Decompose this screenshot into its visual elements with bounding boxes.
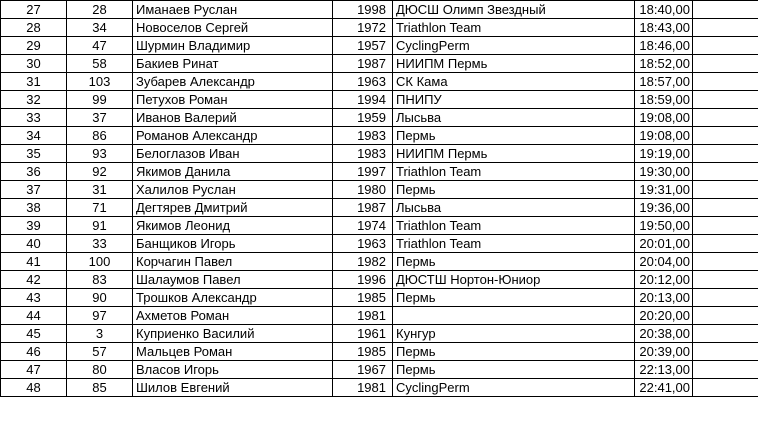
bib-number-cell: 47 bbox=[67, 37, 133, 55]
finish-time-cell: 18:59,00 bbox=[635, 91, 693, 109]
birth-year-cell: 1961 bbox=[333, 325, 393, 343]
club-cell: СК Кама bbox=[393, 73, 635, 91]
finish-time-cell: 19:36,00 bbox=[635, 199, 693, 217]
place-cell: 33 bbox=[1, 109, 67, 127]
athlete-name-cell: Дегтярев Дмитрий bbox=[133, 199, 333, 217]
birth-year-cell: 1987 bbox=[333, 199, 393, 217]
athlete-name-cell: Якимов Леонид bbox=[133, 217, 333, 235]
bib-number-cell: 3 bbox=[67, 325, 133, 343]
place-cell: 39 bbox=[1, 217, 67, 235]
birth-year-cell: 1996 bbox=[333, 271, 393, 289]
finish-time-cell: 19:08,00 bbox=[635, 127, 693, 145]
athlete-name-cell: Корчагин Павел bbox=[133, 253, 333, 271]
bib-number-cell: 93 bbox=[67, 145, 133, 163]
finish-time-cell: 20:20,00 bbox=[635, 307, 693, 325]
club-cell: CyclingPerm bbox=[393, 37, 635, 55]
results-body bbox=[1, 1, 758, 397]
bib-number-cell: 99 bbox=[67, 91, 133, 109]
finish-time-cell: 18:43,00 bbox=[635, 19, 693, 37]
bib-number-cell: 31 bbox=[67, 181, 133, 199]
place-cell: 30 bbox=[1, 55, 67, 73]
bib-number-cell: 71 bbox=[67, 199, 133, 217]
table-row bbox=[1, 217, 758, 235]
finish-time-cell: 22:13,00 bbox=[635, 361, 693, 379]
bib-number-cell: 83 bbox=[67, 271, 133, 289]
athlete-name-cell: Куприенко Василий bbox=[133, 325, 333, 343]
club-cell: Кунгур bbox=[393, 325, 635, 343]
table-row bbox=[1, 91, 758, 109]
place-cell: 35 bbox=[1, 145, 67, 163]
table-row bbox=[1, 325, 758, 343]
place-cell: 41 bbox=[1, 253, 67, 271]
place-cell: 32 bbox=[1, 91, 67, 109]
birth-year-cell: 1994 bbox=[333, 91, 393, 109]
club-cell: ДЮСШ Олимп Звездный bbox=[393, 1, 635, 19]
club-cell: Пермь bbox=[393, 253, 635, 271]
club-cell: Triathlon Team bbox=[393, 19, 635, 37]
table-row bbox=[1, 289, 758, 307]
finish-time-cell: 19:19,00 bbox=[635, 145, 693, 163]
empty-cell bbox=[693, 91, 758, 109]
finish-time-cell: 22:41,00 bbox=[635, 379, 693, 397]
athlete-name-cell: Белоглазов Иван bbox=[133, 145, 333, 163]
club-cell: НИИПМ Пермь bbox=[393, 55, 635, 73]
birth-year-cell: 1985 bbox=[333, 289, 393, 307]
place-cell: 31 bbox=[1, 73, 67, 91]
birth-year-cell: 1982 bbox=[333, 253, 393, 271]
bib-number-cell: 58 bbox=[67, 55, 133, 73]
birth-year-cell: 1981 bbox=[333, 307, 393, 325]
athlete-name-cell: Романов Александр bbox=[133, 127, 333, 145]
bib-number-cell: 28 bbox=[67, 1, 133, 19]
table-row bbox=[1, 37, 758, 55]
finish-time-cell: 20:04,00 bbox=[635, 253, 693, 271]
club-cell: Пермь bbox=[393, 361, 635, 379]
place-cell: 44 bbox=[1, 307, 67, 325]
finish-time-cell: 19:50,00 bbox=[635, 217, 693, 235]
finish-time-cell: 19:08,00 bbox=[635, 109, 693, 127]
bib-number-cell: 92 bbox=[67, 163, 133, 181]
club-cell bbox=[393, 307, 635, 325]
birth-year-cell: 1998 bbox=[333, 1, 393, 19]
birth-year-cell: 1983 bbox=[333, 145, 393, 163]
place-cell: 34 bbox=[1, 127, 67, 145]
bib-number-cell: 100 bbox=[67, 253, 133, 271]
table-row bbox=[1, 109, 758, 127]
empty-cell bbox=[693, 181, 758, 199]
place-cell: 37 bbox=[1, 181, 67, 199]
bib-number-cell: 57 bbox=[67, 343, 133, 361]
finish-time-cell: 20:39,00 bbox=[635, 343, 693, 361]
athlete-name-cell: Иванов Валерий bbox=[133, 109, 333, 127]
place-cell: 42 bbox=[1, 271, 67, 289]
bib-number-cell: 97 bbox=[67, 307, 133, 325]
bib-number-cell: 33 bbox=[67, 235, 133, 253]
bib-number-cell: 103 bbox=[67, 73, 133, 91]
bib-number-cell: 37 bbox=[67, 109, 133, 127]
club-cell: ДЮСТШ Нортон-Юниор bbox=[393, 271, 635, 289]
empty-cell bbox=[693, 361, 758, 379]
empty-cell bbox=[693, 343, 758, 361]
club-cell: Пермь bbox=[393, 181, 635, 199]
table-row bbox=[1, 361, 758, 379]
birth-year-cell: 1957 bbox=[333, 37, 393, 55]
club-cell: Пермь bbox=[393, 289, 635, 307]
empty-cell bbox=[693, 235, 758, 253]
birth-year-cell: 1987 bbox=[333, 55, 393, 73]
athlete-name-cell: Трошков Александр bbox=[133, 289, 333, 307]
athlete-name-cell: Иманаев Руслан bbox=[133, 1, 333, 19]
place-cell: 29 bbox=[1, 37, 67, 55]
finish-time-cell: 18:57,00 bbox=[635, 73, 693, 91]
bib-number-cell: 86 bbox=[67, 127, 133, 145]
athlete-name-cell: Шалаумов Павел bbox=[133, 271, 333, 289]
finish-time-cell: 20:12,00 bbox=[635, 271, 693, 289]
empty-cell bbox=[693, 1, 758, 19]
table-row bbox=[1, 181, 758, 199]
club-cell: Triathlon Team bbox=[393, 163, 635, 181]
bib-number-cell: 34 bbox=[67, 19, 133, 37]
table-row bbox=[1, 253, 758, 271]
finish-time-cell: 20:01,00 bbox=[635, 235, 693, 253]
athlete-name-cell: Халилов Руслан bbox=[133, 181, 333, 199]
club-cell: ПНИПУ bbox=[393, 91, 635, 109]
empty-cell bbox=[693, 55, 758, 73]
place-cell: 38 bbox=[1, 199, 67, 217]
place-cell: 28 bbox=[1, 19, 67, 37]
bib-number-cell: 80 bbox=[67, 361, 133, 379]
athlete-name-cell: Якимов Данила bbox=[133, 163, 333, 181]
table-row bbox=[1, 343, 758, 361]
empty-cell bbox=[693, 37, 758, 55]
place-cell: 36 bbox=[1, 163, 67, 181]
birth-year-cell: 1959 bbox=[333, 109, 393, 127]
club-cell: Пермь bbox=[393, 343, 635, 361]
table-row bbox=[1, 199, 758, 217]
table-row bbox=[1, 55, 758, 73]
finish-time-cell: 20:38,00 bbox=[635, 325, 693, 343]
empty-cell bbox=[693, 379, 758, 397]
finish-time-cell: 19:31,00 bbox=[635, 181, 693, 199]
birth-year-cell: 1967 bbox=[333, 361, 393, 379]
club-cell: Лысьва bbox=[393, 109, 635, 127]
empty-cell bbox=[693, 271, 758, 289]
place-cell: 47 bbox=[1, 361, 67, 379]
finish-time-cell: 19:30,00 bbox=[635, 163, 693, 181]
empty-cell bbox=[693, 307, 758, 325]
birth-year-cell: 1983 bbox=[333, 127, 393, 145]
table-row bbox=[1, 145, 758, 163]
empty-cell bbox=[693, 163, 758, 181]
empty-cell bbox=[693, 145, 758, 163]
athlete-name-cell: Шурмин Владимир bbox=[133, 37, 333, 55]
table-row bbox=[1, 127, 758, 145]
place-cell: 45 bbox=[1, 325, 67, 343]
place-cell: 43 bbox=[1, 289, 67, 307]
athlete-name-cell: Власов Игорь bbox=[133, 361, 333, 379]
table-row bbox=[1, 73, 758, 91]
bib-number-cell: 91 bbox=[67, 217, 133, 235]
athlete-name-cell: Петухов Роман bbox=[133, 91, 333, 109]
club-cell: CyclingPerm bbox=[393, 379, 635, 397]
athlete-name-cell: Бакиев Ринат bbox=[133, 55, 333, 73]
table-row bbox=[1, 307, 758, 325]
empty-cell bbox=[693, 289, 758, 307]
club-cell: Лысьва bbox=[393, 199, 635, 217]
birth-year-cell: 1963 bbox=[333, 73, 393, 91]
table-row bbox=[1, 379, 758, 397]
birth-year-cell: 1985 bbox=[333, 343, 393, 361]
birth-year-cell: 1980 bbox=[333, 181, 393, 199]
table-row bbox=[1, 19, 758, 37]
empty-cell bbox=[693, 217, 758, 235]
empty-cell bbox=[693, 253, 758, 271]
bib-number-cell: 85 bbox=[67, 379, 133, 397]
athlete-name-cell: Шилов Евгений bbox=[133, 379, 333, 397]
place-cell: 40 bbox=[1, 235, 67, 253]
finish-time-cell: 20:13,00 bbox=[635, 289, 693, 307]
finish-time-cell: 18:46,00 bbox=[635, 37, 693, 55]
birth-year-cell: 1972 bbox=[333, 19, 393, 37]
finish-time-cell: 18:40,00 bbox=[635, 1, 693, 19]
table-row bbox=[1, 1, 758, 19]
club-cell: Triathlon Team bbox=[393, 235, 635, 253]
athlete-name-cell: Мальцев Роман bbox=[133, 343, 333, 361]
club-cell: Пермь bbox=[393, 127, 635, 145]
place-cell: 27 bbox=[1, 1, 67, 19]
empty-cell bbox=[693, 199, 758, 217]
club-cell: НИИПМ Пермь bbox=[393, 145, 635, 163]
place-cell: 46 bbox=[1, 343, 67, 361]
empty-cell bbox=[693, 109, 758, 127]
place-cell: 48 bbox=[1, 379, 67, 397]
bib-number-cell: 90 bbox=[67, 289, 133, 307]
athlete-name-cell: Новоселов Сергей bbox=[133, 19, 333, 37]
table-row bbox=[1, 271, 758, 289]
athlete-name-cell: Ахметов Роман bbox=[133, 307, 333, 325]
finish-time-cell: 18:52,00 bbox=[635, 55, 693, 73]
birth-year-cell: 1981 bbox=[333, 379, 393, 397]
birth-year-cell: 1963 bbox=[333, 235, 393, 253]
empty-cell bbox=[693, 127, 758, 145]
empty-cell bbox=[693, 325, 758, 343]
empty-cell bbox=[693, 73, 758, 91]
birth-year-cell: 1974 bbox=[333, 217, 393, 235]
athlete-name-cell: Зубарев Александр bbox=[133, 73, 333, 91]
table-row bbox=[1, 235, 758, 253]
empty-cell bbox=[693, 19, 758, 37]
club-cell: Triathlon Team bbox=[393, 217, 635, 235]
table-row bbox=[1, 163, 758, 181]
athlete-name-cell: Банщиков Игорь bbox=[133, 235, 333, 253]
birth-year-cell: 1997 bbox=[333, 163, 393, 181]
